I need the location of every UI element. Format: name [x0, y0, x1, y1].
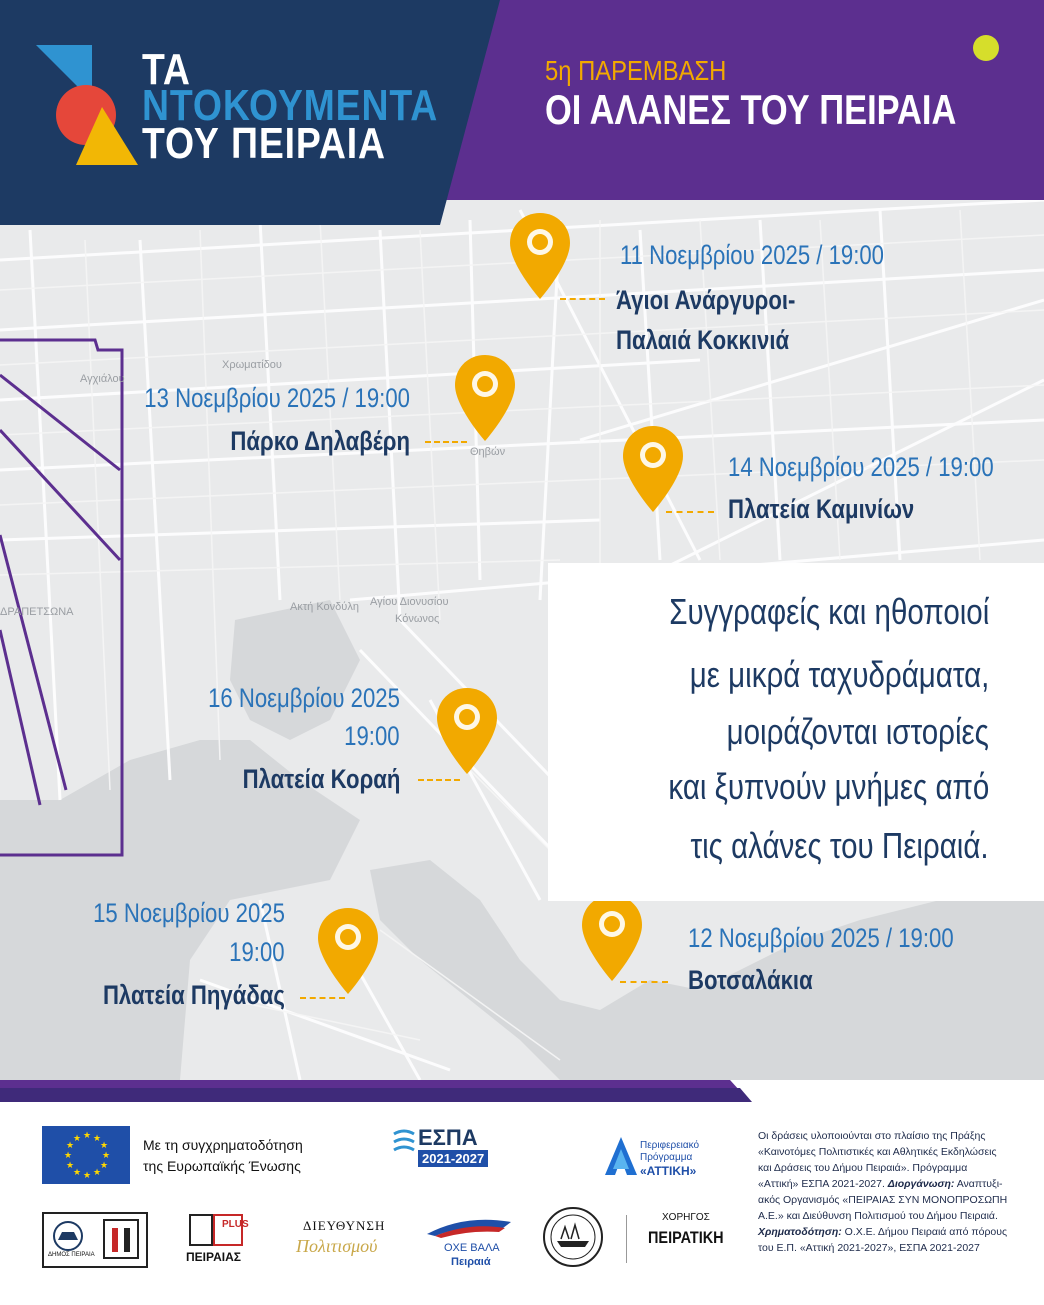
svg-text:★: ★ — [93, 1134, 102, 1144]
svg-text:★: ★ — [64, 1151, 73, 1161]
location-name: Παλαιά Κοκκινιά — [616, 325, 790, 355]
plus-label: PLUS — [222, 1219, 249, 1230]
description-line: και ξυπνούν μνήμες από — [668, 766, 989, 807]
location-name: Πλατεία Κοραή — [242, 764, 400, 794]
location-date: 13 Νοεμβρίου 2025 / 19:00 — [144, 383, 410, 413]
dimos-logo — [42, 1212, 148, 1268]
svg-text:★: ★ — [83, 1131, 92, 1141]
footer-stripe — [0, 1080, 1044, 1102]
attiki-text: «ΑΤΤΙΚΗ» — [640, 1164, 697, 1178]
eu-text: Με τη συγχρηματοδότηση — [143, 1137, 303, 1153]
svg-text:★: ★ — [66, 1141, 75, 1151]
location-date: 14 Νοεμβρίου 2025 / 19:00 — [728, 452, 994, 482]
eu-flag-icon — [42, 1126, 130, 1184]
description-line: Συγγραφείς και ηθοποιοί — [668, 591, 989, 632]
svg-text:★: ★ — [73, 1134, 82, 1144]
seal-logo-icon — [541, 1205, 605, 1269]
attiki-text: Περιφερειακό — [640, 1140, 700, 1151]
oxe-label: Πειραιά — [451, 1256, 491, 1268]
map-label-thivon: Θηβών — [470, 446, 506, 458]
location-pin-icon — [318, 908, 378, 994]
location-name: Βοτσαλάκια — [688, 965, 813, 995]
politismou-label: Πολιτισμού — [296, 1236, 378, 1256]
footer-note: Οι δράσεις υλοποιούνται στο πλαίσιο της Πράξης «Καινοτόμες Πολιτιστικές και Αθλητικές Εκδηλώσεις και Δράσεις του Δήμου Πειραιά». Πρόγραμμα «Αττική» ΕΣΠΑ 2021-2027. Διοργάνωση: Αναπτυξι- ακός Οργανισμός «ΠΕΙΡΑΙΑΣ ΣΥΝ ΜΟΝΟΠΡΟΣΩΠΗ Α.Ε.» και Διεύθυνση Πολιτισμού του Δήμου Πειραιά. Χρηματοδότηση: Ο.Χ.Ε. Δήμου Πειραιά από πόρους του Ε.Π. «Αττική 2021-2027», ΕΣΠΑ 2021-2027 — [758, 1130, 1008, 1254]
svg-text:★: ★ — [102, 1151, 111, 1161]
description-line: μοιράζονται ιστορίες — [726, 711, 989, 752]
map-label-chromatsou: Χρωματίδου — [222, 359, 282, 371]
location-time: 19:00 — [344, 721, 400, 751]
pin-connector — [560, 298, 605, 300]
logo-shapes-icon — [36, 45, 146, 170]
dieythynsi-label: ΔΙΕΥΘΥΝΣΗ — [303, 1218, 386, 1233]
description-box — [548, 563, 1044, 901]
svg-text:★: ★ — [73, 1168, 82, 1178]
pin-connector — [300, 997, 345, 999]
dimos-label: ΔΗΜΟΣ ΠΕΙΡΑΙΑ — [48, 1252, 95, 1258]
oxe-label: ΟΧΕ ΒΑΛΑ — [444, 1242, 500, 1254]
svg-text:★: ★ — [93, 1168, 102, 1178]
sponsor-label: ΧΟΡΗΓΟΣ — [662, 1212, 710, 1223]
svg-text:★: ★ — [100, 1141, 109, 1151]
location-pin-icon — [510, 213, 570, 299]
logo-text-line1: ΤΑ — [142, 45, 191, 94]
oxe-logo-icon — [425, 1212, 513, 1240]
location-name: Πάρκο Δηλαβέρη — [230, 426, 410, 456]
event-title: ΟΙ ΑΛΑΝΕΣ ΤΟΥ ΠΕΙΡΑΙΑ — [545, 86, 957, 133]
pin-connector — [425, 441, 467, 443]
divider — [626, 1215, 627, 1263]
logo-text-line3: ΤΟΥ ΠΕΙΡΑΙΑ — [142, 119, 386, 168]
description-line: τις αλάνες του Πειραιά. — [690, 825, 989, 866]
location-pin-icon — [455, 355, 515, 441]
attiki-text: Πρόγραμμα — [640, 1152, 693, 1163]
location-date: 12 Νοεμβρίου 2025 / 19:00 — [688, 923, 954, 953]
pin-connector — [620, 981, 668, 983]
description-line: με μικρά ταχυδράματα, — [689, 654, 989, 695]
svg-text:★: ★ — [100, 1161, 109, 1171]
map-label-akti: Ακτή Κονδύλη — [290, 601, 359, 613]
pin-connector — [666, 511, 714, 513]
eu-text: της Ευρωπαϊκής Ένωσης — [143, 1158, 301, 1174]
event-number: 5η ΠΑΡΕΜΒΑΣΗ — [545, 55, 727, 86]
espa-years: 2021-2027 — [418, 1150, 488, 1167]
location-date: 11 Νοεμβρίου 2025 / 19:00 — [620, 240, 885, 270]
logo-text-line2: ΝΤΟΚΟΥΜΕΝΤΑ — [142, 81, 439, 130]
map-label-agiou: Αγίου Διονυσίου — [370, 596, 449, 608]
location-pin-icon — [437, 688, 497, 774]
map-label-anchialou: Αγχιάλου — [80, 373, 125, 385]
espa-title: ΕΣΠΑ — [418, 1125, 478, 1150]
svg-text:★: ★ — [83, 1171, 92, 1181]
sponsor-name: ΠΕΙΡΑΤΙΚΗ — [648, 1228, 724, 1247]
location-name: Πλατεία Καμινίων — [728, 494, 915, 524]
location-date: 15 Νοεμβρίου 2025 — [93, 898, 285, 928]
peiraias-label: ΠΕΙΡΑΙΑΣ — [186, 1250, 241, 1264]
map-label-konon: Κόνωνος — [395, 613, 440, 625]
attiki-logo-icon — [603, 1135, 639, 1177]
location-date: 16 Νοεμβρίου 2025 — [208, 683, 400, 713]
map-label-area: ΔΡΑΠΕΤΣΩΝΑ — [0, 606, 74, 618]
decorative-dot-icon — [973, 35, 999, 61]
location-pin-icon — [582, 895, 642, 981]
svg-text:★: ★ — [66, 1161, 75, 1171]
espa-logo-icon — [392, 1128, 416, 1168]
pin-connector — [418, 779, 460, 781]
location-time: 19:00 — [229, 937, 285, 967]
location-name: Πλατεία Πηγάδας — [103, 980, 285, 1010]
location-name: Άγιοι Ανάργυροι- — [616, 285, 796, 315]
location-pin-icon — [623, 426, 683, 512]
